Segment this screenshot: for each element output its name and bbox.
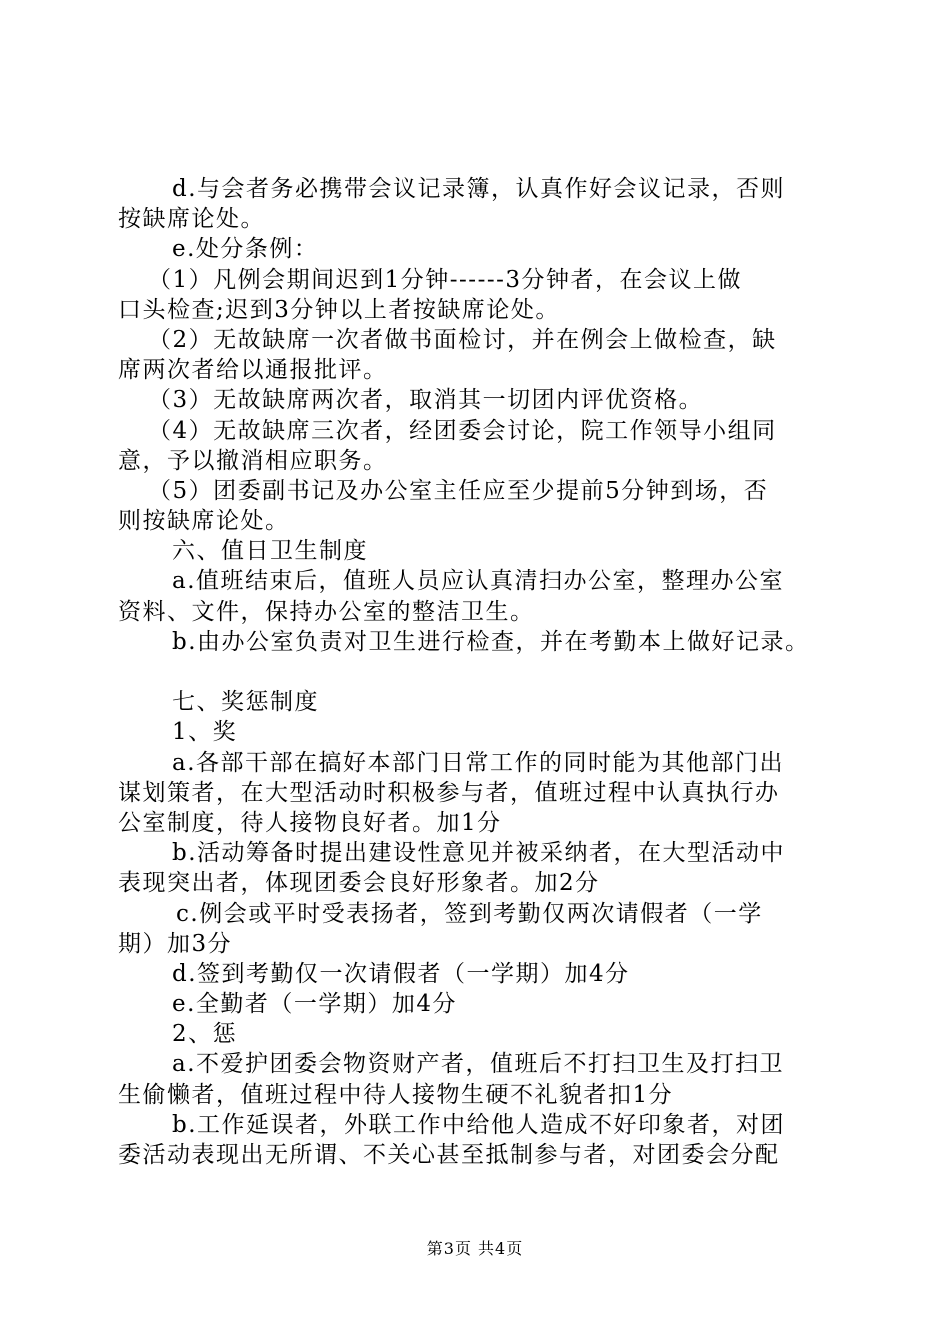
text-line: 1、奖	[172, 719, 238, 746]
text-line: （3）无故缺席两次者，取消其一切团内评优资格。	[148, 387, 704, 414]
text-line: 表现突出者，体现团委会良好形象者。加2分	[118, 870, 600, 897]
text-line: 谋划策者，在大型活动时积极参与者，值班过程中认真执行办	[118, 779, 780, 806]
text-line: 意，予以撤消相应职务。	[118, 447, 388, 474]
text-line: a.各部干部在搞好本部门日常工作的同时能为其他部门出	[172, 749, 785, 776]
text-line: b.活动筹备时提出建设性意见并被采纳者，在大型活动中	[172, 840, 786, 867]
text-line: 资料、文件，保持办公室的整洁卫生。	[118, 598, 535, 625]
text-line: 七、奖惩制度	[172, 689, 319, 716]
text-line: 委活动表现出无所谓、不关心甚至抵制参与者，对团委会分配	[118, 1142, 780, 1168]
text-line: b.工作延误者，外联工作中给他人造成不好印象者，对团	[172, 1111, 786, 1138]
blank-line	[118, 657, 838, 687]
text-line: 口头检查;迟到3分钟以上者按缺席论处。	[118, 296, 560, 323]
text-line: e.处分条例：	[172, 236, 319, 263]
text-line: （1）凡例会期间迟到1分钟------3分钟者，在会议上做	[148, 266, 743, 293]
document-body	[118, 174, 838, 1170]
text-line: b.由办公室负责对卫生进行检查，并在考勤本上做好记录。	[172, 628, 810, 655]
text-line: （5）团委副书记及办公室主任应至少提前5分钟到场，否	[148, 477, 769, 504]
text-line: 公室制度，待人接物良好者。加1分	[118, 809, 502, 836]
text-line: 按缺席论处。	[118, 206, 265, 233]
text-line: a.不爱护团委会物资财产者，值班后不打扫卫生及打扫卫	[172, 1051, 785, 1078]
text-line: 六、值日卫生制度	[172, 538, 368, 565]
text-line: 2、惩	[172, 1021, 238, 1048]
text-line: 期）加3分	[118, 930, 233, 957]
text-line: c.例会或平时受表扬者，签到考勤仅两次请假者（一学	[176, 900, 763, 927]
text-line: 则按缺席论处。	[118, 508, 290, 535]
text-line: e.全勤者（一学期）加4分	[172, 991, 458, 1018]
text-line: d.与会者务必携带会议记录簿，认真作好会议记录，否则	[172, 176, 786, 202]
text-line: a.值班结束后，值班人员应认真清扫办公室，整理办公室	[172, 568, 785, 595]
text-line: （2）无故缺席一次者做书面检讨，并在例会上做检查，缺	[148, 326, 777, 353]
text-line: 生偷懒者，值班过程中待人接物生硬不礼貌者扣1分	[118, 1081, 674, 1108]
page-footer: 第3页 共4页	[426, 1239, 524, 1258]
text-line: （4）无故缺席三次者，经团委会讨论，院工作领导小组同	[148, 417, 777, 444]
text-line: d.签到考勤仅一次请假者（一学期）加4分	[172, 960, 630, 987]
text-line: 席两次者给以通报批评。	[118, 357, 388, 384]
